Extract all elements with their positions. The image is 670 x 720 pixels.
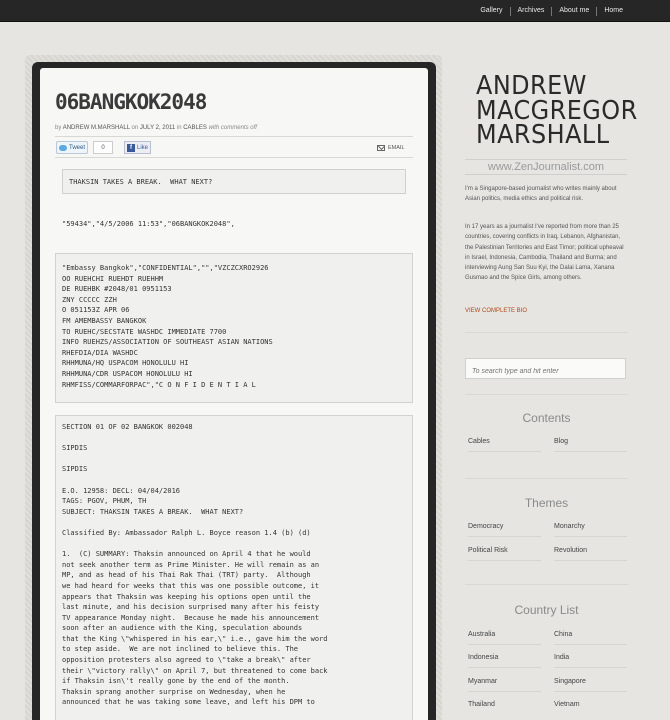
tweet-label: Tweet <box>68 144 85 151</box>
meta-by: by <box>55 125 62 131</box>
contents-item-cables[interactable]: Cables <box>468 438 541 452</box>
email-label: EMAIL <box>388 144 405 151</box>
country-india[interactable]: India <box>554 654 627 668</box>
site-url[interactable]: www.ZenJournalist.com <box>465 159 627 175</box>
logo-line: MARSHALL <box>476 120 610 150</box>
facebook-icon: f <box>127 144 135 152</box>
cable-summary: THAKSIN TAKES A BREAK. WHAT NEXT? <box>69 178 213 186</box>
top-bar <box>0 0 670 22</box>
view-bio-link[interactable]: VIEW COMPLETE BIO <box>465 308 528 314</box>
divider <box>465 478 628 479</box>
like-button[interactable] <box>124 141 151 154</box>
divider <box>55 136 413 137</box>
twitter-icon <box>59 145 67 151</box>
post-meta <box>55 125 257 131</box>
search-input[interactable] <box>465 358 626 379</box>
theme-democracy[interactable]: Democracy <box>468 523 541 537</box>
country-vietnam[interactable]: Vietnam <box>554 701 580 708</box>
nav-about-me[interactable]: About me <box>559 7 590 14</box>
top-nav <box>473 0 630 22</box>
cable-header: "Embassy Bangkok","CONFIDENTIAL","","VZCZCXRO2926 OO RUEHCHI RUEHDT RUEHHM DE RUEHBK #2048/01 0951153 ZNY CCCCC ZZH O 051153Z APR 06 FM AMEMBASSY BANGKOK TO RUEHC/SECSTATE WASHDC IMMEDIATE 7700 INFO RUEHZS/ASSOCIATION OF SOUTHEAST ASIAN NATIONS RHEFDIA/DIA WASHDC RHHMUNA/HQ USPACOM HONOLULU HI RHHMUNA/CDR USPACOM HONOLULU HI RHMFISS/COMMARFORPAC","C O N F I D E N T I A L <box>62 264 273 389</box>
author-link[interactable]: ANDREW M.MARSHALL <box>62 125 130 131</box>
logo-line: ANDREW <box>476 71 587 101</box>
country-australia[interactable]: Australia <box>468 631 541 645</box>
nav-home[interactable]: Home <box>604 7 623 14</box>
site-logo[interactable] <box>476 71 638 150</box>
category-link[interactable]: CABLES <box>183 125 207 131</box>
comments-status: with comments off <box>208 125 257 131</box>
country-china[interactable]: China <box>554 631 627 645</box>
country-singapore[interactable]: Singapore <box>554 678 627 692</box>
cable-body: SECTION 01 OF 02 BANGKOK 002048 SIPDIS SIPDIS E.O. 12958: DECL: 04/04/2016 TAGS: PGOV, PHUM, TH SUBJECT: THAKSIN TAKES A BREAK. WHAT NEXT? Classified By: Ambassador Ralph L. Boyce reason 1.4 (b) (d) 1. (C) SUMMARY: Thaksin announced on April 4 that he would not seek another term as Prime Minister. He will remain as an MP, and as head of his Thai Rak Thai (TRT) party. Although we had heard for weeks that this was one possible outcome, it appears that Thaksin was keeping his options open until the last minute, and his decision surprised many after his feisty TV appearance Monday night. Because he made his announcement soon after an audience with the King, speculation abounds that the King \"whispered in his ear,\" i.e., gave him the word to step aside. We are not inclined to believe this. The opposition protesters also agreed to \"take a break\" after their \"victory rally\" on April 7, but threatened to come back if Thaksin isn\'t really gone by the end of the month. Thaksin sprang another surprise on Wednesday, when he announced that he was taking some leave, and left his DPM to <box>62 423 328 707</box>
post-date: JULY 2, 2011 <box>139 125 176 131</box>
tweet-button[interactable] <box>56 141 88 154</box>
contents-item-blog[interactable]: Blog <box>554 438 627 452</box>
nav-gallery[interactable]: Gallery <box>480 7 503 14</box>
like-label: Like <box>136 144 148 151</box>
email-button[interactable] <box>377 141 405 154</box>
divider <box>465 332 628 333</box>
cable-reference: "59434","4/5/2006 11:53","06BANGKOK2048", <box>62 220 235 228</box>
divider <box>465 584 628 585</box>
themes-heading: Themes <box>524 496 569 510</box>
theme-political-risk[interactable]: Political Risk <box>468 547 541 561</box>
divider <box>55 157 413 158</box>
theme-revolution[interactable]: Revolution <box>554 547 627 561</box>
country-thailand[interactable]: Thailand <box>468 701 495 708</box>
tweet-count: 0 <box>93 141 113 154</box>
post-title: 06BANGKOK2048 <box>55 90 207 114</box>
meta-on: on <box>131 125 139 131</box>
bio-intro: I'm a Singapore-based journalist who writes mainly about Asian politics, media ethics and political risk. <box>465 186 617 203</box>
theme-monarchy[interactable]: Monarchy <box>554 523 627 537</box>
contents-heading: Contents <box>522 411 571 425</box>
country-myanmar[interactable]: Myanmar <box>468 678 541 692</box>
country-list-heading: Country List <box>514 603 579 617</box>
bio-details: In 17 years as a journalist I've reported from more than 25 countries, covering conflicts in Iraq, Lebanon, Afghanistan, the Palestinian Territories and East Timor; political upheaval in Israel, Indonesia, Cambodia, Thailand and Burma; and interviewing Aung San Suu Kyi, the Dalai Lama, Xanana Gusmao and the Spice Girls, among others. <box>465 224 624 282</box>
email-icon <box>377 145 385 151</box>
meta-in: in <box>176 125 182 131</box>
country-indonesia[interactable]: Indonesia <box>468 654 541 668</box>
logo-line: MACGREGOR <box>476 95 638 126</box>
nav-archives[interactable]: Archives <box>517 7 545 14</box>
divider <box>465 394 628 395</box>
